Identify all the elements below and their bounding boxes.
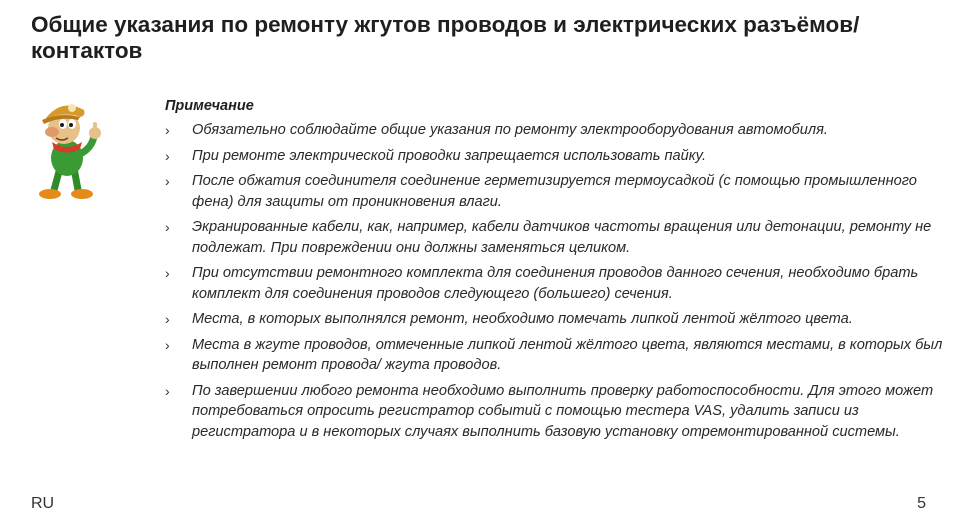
note-item-text: По завершении любого ремонта необходимо выполнить проверку работоспособности. Для этого может потребоваться опросить регистратор событий с помощью тестера VAS, удалить записи из регистратора и в некоторых случаях выполнить базовую установку отремонтированной системы. <box>192 382 934 440</box>
bullet-chevron-icon: › <box>165 219 170 235</box>
note-item <box>163 335 943 376</box>
note-item <box>163 263 943 304</box>
note-item-text: Экранированные кабели, как, например, кабели датчиков частоты вращения или детонации, ремонту не подлежат. При повреждении они должны заменяться целиком. <box>192 219 932 256</box>
footer-language: RU <box>31 495 55 512</box>
note-item-text: При отсутствии ремонтного комплекта для соединения проводов данного сечения, необходимо брать комплект для соединения проводов следующего (большего) сечения. <box>192 265 919 302</box>
bullet-chevron-icon: › <box>165 122 170 138</box>
note-item <box>163 217 943 258</box>
bullet-chevron-icon: › <box>165 265 170 281</box>
note-item-text: Места, в которых выполнялся ремонт, необходимо помечать липкой лентой жёлтого цвета. <box>192 311 853 327</box>
page-title: Общие указания по ремонту жгутов проводов и электрических разъёмов/ контактов <box>31 12 860 63</box>
bullet-chevron-icon: › <box>165 311 170 327</box>
bullet-chevron-icon: › <box>165 147 170 164</box>
footer-page-number: 5 <box>917 495 926 512</box>
note-item <box>163 120 943 141</box>
bullet-chevron-icon: › <box>165 173 170 189</box>
note-block <box>163 97 943 447</box>
note-item-text: Обязательно соблюдайте общие указания по ремонту электрооборудования автомобиля. <box>192 122 828 138</box>
note-item-text: При ремонте электрической проводки запрещается использовать пайку. <box>192 147 707 164</box>
note-heading: Примечание <box>165 98 254 114</box>
note-item <box>163 309 943 330</box>
note-item <box>163 146 943 167</box>
bullet-chevron-icon: › <box>165 382 170 399</box>
note-item <box>163 381 943 443</box>
note-item-text: Места в жгуте проводов, отмеченные липкой лентой жёлтого цвета, являются местами, в которых был выполнен ремонт провода/ жгута проводов. <box>192 336 943 373</box>
mechanic-mascot-icon <box>30 96 116 200</box>
note-list <box>163 120 943 442</box>
note-item-text: После обжатия соединителя соединение герметизируется термоусадкой (с помощью промышленного фена) для защиты от проникновения влаги. <box>192 173 917 210</box>
note-item <box>163 171 943 212</box>
bullet-chevron-icon: › <box>165 336 170 353</box>
